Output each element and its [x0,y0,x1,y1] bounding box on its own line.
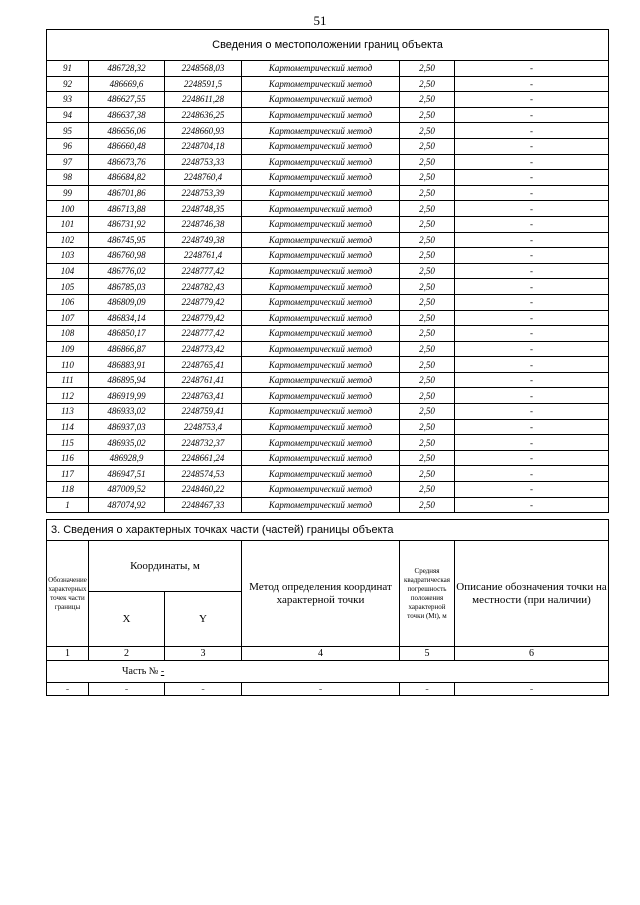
error-value: 2,50 [400,372,455,388]
part-points-table [46,519,609,696]
table-row [47,154,609,170]
page-number: 51 [313,13,327,28]
error-value: 2,50 [400,404,455,420]
table-row [47,123,609,139]
coord-x: 486834,14 [89,310,165,326]
point-number: 1 [47,497,89,513]
table-row [47,450,609,466]
empty-cell: - [165,683,242,696]
col-x-header: X [89,592,165,647]
error-value: 2,50 [400,341,455,357]
description: - [455,357,609,373]
table-row [47,341,609,357]
description: - [455,123,609,139]
coord-y: 2248763,41 [165,388,242,404]
point-number: 106 [47,294,89,310]
description: - [455,466,609,482]
description: - [455,450,609,466]
coord-y: 2248568,03 [165,61,242,77]
coord-x: 486673,76 [89,154,165,170]
part-value: - [160,666,165,677]
col-y-header: Y [165,592,242,647]
method: Картометрический метод [242,107,400,123]
error-value: 2,50 [400,450,455,466]
description: - [455,248,609,264]
coord-x: 486937,03 [89,419,165,435]
table-row [47,497,609,513]
method: Картометрический метод [242,310,400,326]
point-number: 97 [47,154,89,170]
coord-x: 486883,91 [89,357,165,373]
coord-y: 2248753,33 [165,154,242,170]
coord-y: 2248779,42 [165,310,242,326]
point-number: 99 [47,185,89,201]
coord-x: 487009,52 [89,482,165,498]
description: - [455,310,609,326]
boundary-table [46,29,609,513]
point-number: 112 [47,388,89,404]
method: Картометрический метод [242,92,400,108]
error-value: 2,50 [400,482,455,498]
description: - [455,138,609,154]
error-value: 2,50 [400,92,455,108]
empty-cell: - [400,683,455,696]
error-value: 2,50 [400,388,455,404]
coord-y: 2248761,41 [165,372,242,388]
coord-y: 2248591,5 [165,76,242,92]
table-row [47,357,609,373]
error-value: 2,50 [400,248,455,264]
error-value: 2,50 [400,76,455,92]
point-number: 91 [47,61,89,77]
empty-cell: - [242,683,400,696]
coord-y: 2248753,4 [165,419,242,435]
point-number: 108 [47,326,89,342]
method: Картометрический метод [242,138,400,154]
coord-x: 486713,88 [89,201,165,217]
point-number: 95 [47,123,89,139]
point-number: 103 [47,248,89,264]
point-number: 107 [47,310,89,326]
description: - [455,372,609,388]
coord-y: 2248611,28 [165,92,242,108]
table-row [47,372,609,388]
point-number: 109 [47,341,89,357]
col-point-header: Обозначение характерных точек части границы [47,541,89,647]
point-number: 94 [47,107,89,123]
table-row [47,263,609,279]
section3-title: 3. Сведения о характерных точках части (частей) границы объекта [47,520,609,541]
table-row [47,419,609,435]
method: Картометрический метод [242,419,400,435]
table-row [47,61,609,77]
point-number: 92 [47,76,89,92]
point-number: 102 [47,232,89,248]
description: - [455,279,609,295]
coord-x: 486728,32 [89,61,165,77]
coord-y: 2248660,93 [165,123,242,139]
coord-x: 486776,02 [89,263,165,279]
coord-y: 2248777,42 [165,263,242,279]
coord-x: 486660,48 [89,138,165,154]
description: - [455,92,609,108]
error-value: 2,50 [400,497,455,513]
point-number: 113 [47,404,89,420]
col-coords-header: Координаты, м [89,541,242,592]
coord-y: 2248779,42 [165,294,242,310]
description: - [455,341,609,357]
method: Картометрический метод [242,154,400,170]
method: Картометрический метод [242,497,400,513]
error-value: 2,50 [400,419,455,435]
table-row [47,107,609,123]
table-row [47,216,609,232]
method: Картометрический метод [242,123,400,139]
section-title: Сведения о местоположении границ объекта [47,30,609,61]
method: Картометрический метод [242,466,400,482]
coord-y: 2248661,24 [165,450,242,466]
description: - [455,497,609,513]
coord-x: 486895,94 [89,372,165,388]
col-number: 3 [165,647,242,661]
col-number: 4 [242,647,400,661]
coord-y: 2248748,35 [165,201,242,217]
coord-x: 486701,86 [89,185,165,201]
coord-y: 2248749,38 [165,232,242,248]
description: - [455,435,609,451]
col-number: 6 [455,647,609,661]
method: Картометрический метод [242,201,400,217]
description: - [455,482,609,498]
method: Картометрический метод [242,170,400,186]
coord-x: 486947,51 [89,466,165,482]
table-row [47,388,609,404]
coord-x: 486731,92 [89,216,165,232]
method: Картометрический метод [242,341,400,357]
method: Картометрический метод [242,404,400,420]
error-value: 2,50 [400,310,455,326]
col-number: 5 [400,647,455,661]
method: Картометрический метод [242,294,400,310]
table-row [47,248,609,264]
error-value: 2,50 [400,107,455,123]
coord-y: 2248467,33 [165,497,242,513]
coord-y: 2248732,37 [165,435,242,451]
coord-x: 486935,02 [89,435,165,451]
description: - [455,185,609,201]
coord-x: 486933,02 [89,404,165,420]
coord-x: 486637,38 [89,107,165,123]
col-error-header: Средняя квадратическая погрешность положения характерной точки (Mt), м [400,541,455,647]
description: - [455,419,609,435]
description: - [455,294,609,310]
description: - [455,201,609,217]
point-number: 93 [47,92,89,108]
empty-cell: - [455,683,609,696]
coord-x: 486684,82 [89,170,165,186]
coord-x: 486669,6 [89,76,165,92]
method: Картометрический метод [242,185,400,201]
coord-x: 486785,03 [89,279,165,295]
method: Картометрический метод [242,248,400,264]
coord-y: 2248759,41 [165,404,242,420]
point-number: 101 [47,216,89,232]
coord-x: 486866,87 [89,341,165,357]
table-row [47,92,609,108]
description: - [455,388,609,404]
error-value: 2,50 [400,185,455,201]
point-number: 114 [47,419,89,435]
coord-x: 486627,55 [89,92,165,108]
table-row [47,232,609,248]
coord-x: 486809,09 [89,294,165,310]
error-value: 2,50 [400,154,455,170]
coord-y: 2248761,4 [165,248,242,264]
point-number: 110 [47,357,89,373]
empty-cell: - [89,683,165,696]
point-number: 96 [47,138,89,154]
point-number: 111 [47,372,89,388]
table-row [47,435,609,451]
coord-y: 2248460,22 [165,482,242,498]
error-value: 2,50 [400,326,455,342]
description: - [455,263,609,279]
error-value: 2,50 [400,170,455,186]
description: - [455,154,609,170]
table-row [47,201,609,217]
method: Картометрический метод [242,388,400,404]
coord-y: 2248704,18 [165,138,242,154]
point-number: 100 [47,201,89,217]
method: Картометрический метод [242,372,400,388]
error-value: 2,50 [400,263,455,279]
coord-y: 2248765,41 [165,357,242,373]
method: Картометрический метод [242,482,400,498]
coord-y: 2248777,42 [165,326,242,342]
method: Картометрический метод [242,263,400,279]
table-row [47,482,609,498]
part-row [47,661,609,683]
coord-y: 2248574,53 [165,466,242,482]
table-row [47,76,609,92]
col-method-header: Метод определения координат характерной точки [242,541,400,647]
error-value: 2,50 [400,294,455,310]
table-row [47,310,609,326]
coord-y: 2248773,42 [165,341,242,357]
method: Картометрический метод [242,357,400,373]
description: - [455,61,609,77]
part-label: Часть № [122,666,159,677]
point-number: 98 [47,170,89,186]
error-value: 2,50 [400,201,455,217]
description: - [455,170,609,186]
point-number: 115 [47,435,89,451]
error-value: 2,50 [400,138,455,154]
method: Картометрический метод [242,76,400,92]
coord-x: 486760,98 [89,248,165,264]
col-number: 1 [47,647,89,661]
col-number: 2 [89,647,165,661]
error-value: 2,50 [400,279,455,295]
description: - [455,76,609,92]
description: - [455,404,609,420]
point-number: 118 [47,482,89,498]
table-row [47,404,609,420]
description: - [455,326,609,342]
coord-y: 2248636,25 [165,107,242,123]
point-number: 104 [47,263,89,279]
coord-x: 486850,17 [89,326,165,342]
error-value: 2,50 [400,466,455,482]
method: Картометрический метод [242,61,400,77]
error-value: 2,50 [400,123,455,139]
method: Картометрический метод [242,326,400,342]
coord-x: 486745,95 [89,232,165,248]
description: - [455,107,609,123]
error-value: 2,50 [400,435,455,451]
error-value: 2,50 [400,357,455,373]
coord-x: 487074,92 [89,497,165,513]
method: Картометрический метод [242,279,400,295]
method: Картометрический метод [242,450,400,466]
coordinate-rows [47,61,609,513]
coord-x: 486656,06 [89,123,165,139]
error-value: 2,50 [400,232,455,248]
method: Картометрический метод [242,232,400,248]
table-row [47,294,609,310]
coord-y: 2248760,4 [165,170,242,186]
coord-x: 486919,99 [89,388,165,404]
empty-cell: - [47,683,89,696]
description: - [455,232,609,248]
method: Картометрический метод [242,435,400,451]
method: Картометрический метод [242,216,400,232]
error-value: 2,50 [400,216,455,232]
table-row [47,138,609,154]
table-row [47,466,609,482]
table-row [47,170,609,186]
coord-y: 2248782,43 [165,279,242,295]
coord-y: 2248753,39 [165,185,242,201]
coord-y: 2248746,38 [165,216,242,232]
coord-x: 486928,9 [89,450,165,466]
table-row [47,279,609,295]
col-desc-header: Описание обозначения точки на местности (при наличии) [455,541,609,647]
error-value: 2,50 [400,61,455,77]
point-number: 116 [47,450,89,466]
table-row [47,326,609,342]
point-number: 117 [47,466,89,482]
description: - [455,216,609,232]
table-row [47,185,609,201]
point-number: 105 [47,279,89,295]
